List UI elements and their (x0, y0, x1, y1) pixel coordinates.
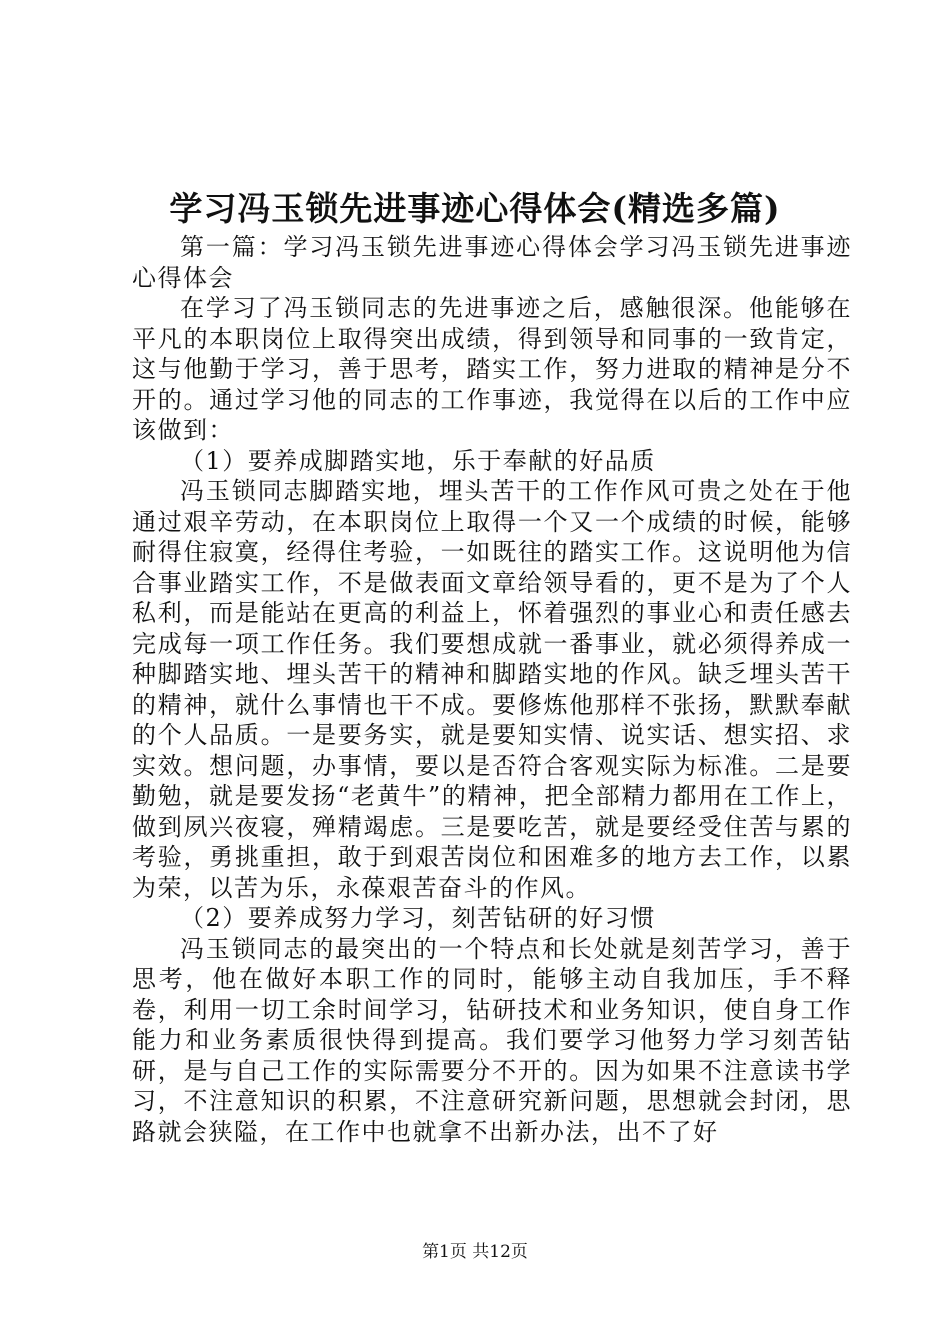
page-number-footer: 第1页 共12页 (422, 1242, 528, 1262)
point-heading-1: （1）要养成脚踏实地，乐于奉献的好品质 (180, 446, 656, 475)
document-body (132, 232, 852, 1147)
body-paragraph: 在学习了冯玉锁同志的先进事迹之后，感触很深。他能够在平凡的本职岗位上取得突出成绩，得到领导和同事的一致肯定，这与他勤于学习，善于思考，踏实工作，努力进取的精神是分不开的。通过学习他的同志的工作事迹，我觉得在以后的工作中应该做到： (132, 294, 852, 444)
point-heading-2: （2）要养成努力学习，刻苦钻研的好习惯 (180, 904, 656, 932)
section-heading-part-one: 第一篇：学习冯玉锁先进事迹心得体会学习冯玉锁先进事迹心得体会 (132, 233, 852, 292)
document-title: 学习冯玉锁先进事迹心得体会(精选多篇) (169, 189, 781, 228)
body-paragraph: 冯玉锁同志的最突出的一个特点和长处就是刻苦学习，善于思考，他在做好本职工作的同时，能够主动自我加压，手不释卷，利用一切工余时间学习，钻研技术和业务知识，使自身工作能力和业务素质很快得到提高。我们要学习他努力学习刻苦钻研，是与自己工作的实际需要分不开的。因为如果不注意读书学习，不注意知识的积累，不注意研究新问题，思想就会封闭，思路就会狭隘，在工作中也就拿不出新办法，出不了好 (132, 934, 852, 1146)
body-paragraph: 冯玉锁同志脚踏实地，埋头苦干的工作作风可贵之处在于他通过艰辛劳动，在本职岗位上取得一个又一个成绩的时候，能够耐得住寂寞，经得住考验，一如既往的踏实工作。这说明他为信合事业踏实工作，不是做表面文章给领导看的，更不是为了个人私利，而是能站在更高的利益上，怀着强烈的事业心和责任感去完成每一项工作任务。我们要想成就一番事业，就必须得养成一种脚踏实地、埋头苦干的精神和脚踏实地的作风。缺乏埋头苦干的精神，就什么事情也干不成。要修炼他那样不张扬，默默奉献的个人品质。一是要务实，就是要知实情、说实话、想实招、求实效。想问题，办事情，要以是否符合客观实际为标准。二是要勤勉，就是要发扬“老黄牛”的精神，把全部精力都用在工作上，做到夙兴夜寝，殚精竭虑。三是要吃苦，就是要经受住苦与累的考验，勇挑重担，敢于到艰苦岗位和困难多的地方去工作，以累为荣，以苦为乐，永葆艰苦奋斗的作风。 (132, 477, 852, 902)
